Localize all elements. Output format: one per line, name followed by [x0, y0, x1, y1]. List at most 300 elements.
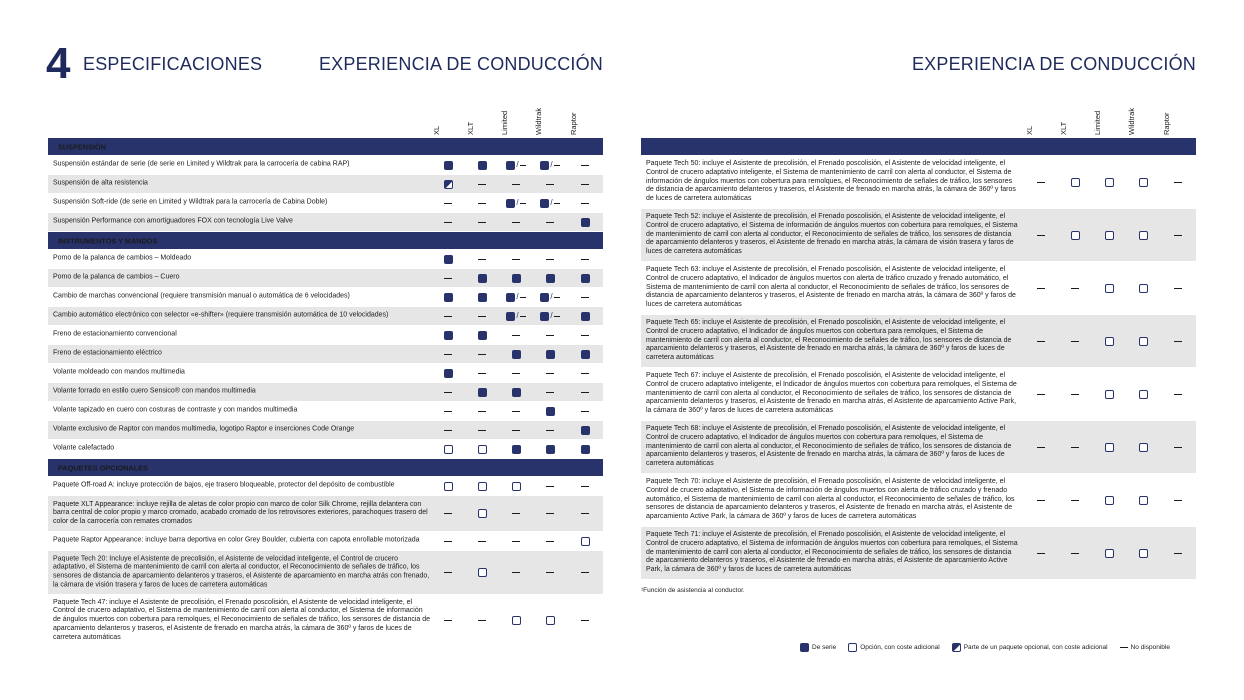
dash-icon: [546, 259, 554, 260]
row-label: Volante calefactado: [53, 444, 115, 452]
filled-square-icon: [546, 350, 555, 359]
availability-cell: [499, 160, 533, 170]
table-row: [48, 345, 603, 364]
availability-cell: [1161, 336, 1195, 346]
dash-icon: [1037, 235, 1045, 236]
availability-cell: [568, 179, 602, 189]
availability-cell: [431, 509, 465, 519]
availability-cell: [568, 481, 602, 491]
row-label: Volante moldeado con mandos multimedia: [53, 368, 185, 376]
availability-cell: [1092, 495, 1126, 505]
dash-icon: [581, 486, 589, 487]
empty-square-icon: [1105, 284, 1114, 293]
availability-cell: [568, 160, 602, 170]
empty-square-icon: [1105, 443, 1114, 452]
table-row: [641, 209, 1196, 262]
availability-cell: [499, 616, 533, 626]
table-row: [48, 288, 603, 307]
dash-icon: [444, 203, 452, 204]
empty-square-icon: [1071, 178, 1080, 187]
availability-cell: [499, 330, 533, 340]
table-row: [48, 326, 603, 345]
availability-cell: [1024, 283, 1058, 293]
availability-cell: [1058, 548, 1092, 558]
availability-cell: [431, 616, 465, 626]
legend-unavailable: [1120, 644, 1170, 651]
dash-icon: [1174, 553, 1182, 554]
table-body: [641, 138, 1196, 580]
availability-cell: [1092, 177, 1126, 187]
dash-icon: [1037, 553, 1045, 554]
availability-cell: [568, 349, 602, 359]
dash-icon: [546, 572, 554, 573]
availability-cell: [1058, 389, 1092, 399]
empty-square-icon: [1105, 337, 1114, 346]
dash-icon: [512, 430, 520, 431]
partial-square-icon: [952, 643, 961, 652]
availability-cell: [499, 292, 533, 302]
availability-cell: [431, 444, 465, 454]
dash-icon: [546, 392, 554, 393]
availability-cell: [499, 311, 533, 321]
filled-square-icon: [478, 274, 487, 283]
table-row: [48, 595, 603, 647]
availability-cell: [568, 568, 602, 578]
row-label: Paquete Tech 70: incluye el Asistente de precolisión, el Frenado poscolisión, el Asistente de velocidad inteligente, el Control de crucero adaptativo, el Sistema de información de ángulos muertos con alerta de tráfico cruzado y frenado automático, el Sistema de mantenimiento de carril con alerta al conductor, el Reconocimiento de señales de tráfico, los sensores de distancia de aparcamiento delanteros y traseros, el Asistente de frenado en marcha atrás, el Asistente de aparcamiento Active Park, la cámara de 360º y faros de luces de carretera automáticas: [646, 478, 1015, 521]
table-row: [48, 269, 603, 288]
row-label: Paquete Off-road A: incluye protección de bajos, eje trasero bloqueable, protector del depósito de combustible: [53, 481, 395, 489]
dash-icon: [546, 513, 554, 514]
availability-cell: [568, 254, 602, 264]
filled-or-unavailable-icon: /: [506, 161, 525, 170]
column-header: [1161, 101, 1195, 135]
column-headers: [48, 100, 603, 138]
empty-square-icon: [512, 616, 521, 625]
availability-cell: [1024, 495, 1058, 505]
availability-cell: [465, 444, 499, 454]
dash-icon: [581, 184, 589, 185]
dash-icon: [1071, 288, 1079, 289]
filled-square-icon: [800, 643, 809, 652]
dash-icon: [546, 335, 554, 336]
section-header: [48, 138, 603, 156]
availability-cell: [499, 509, 533, 519]
dash-icon: [1071, 553, 1079, 554]
row-label: Paquete Tech 71: incluye el Asistente de precolisión, el Frenado poscolisión, el Asistente de velocidad inteligente, el Control de crucero adaptativo, el Sistema de información de ángulos muertos con cobertura para remolques, el Sistema de mantenimiento de carril con alerta al conductor, el Reconocimiento de señales de tráfico, los sensores de distancia de aparcamiento delanteros y traseros, el Asistente de frenado en marcha atrás, el Asistente de aparcamiento Active Park, la cámara de 360º y faros de luces de carretera automáticas: [646, 531, 1018, 574]
dash-icon: [444, 430, 452, 431]
dash-icon: [478, 541, 486, 542]
row-label: Cambio de marchas convencional (requiere transmisión manual o automática de 6 velocidades): [53, 292, 350, 300]
availability-cell: [465, 568, 499, 578]
dash-icon: [581, 203, 589, 204]
dash-icon: [444, 392, 452, 393]
column-header: [1092, 101, 1126, 135]
row-label: Suspensión Performance con amortiguadores FOX con tecnología Live Valve: [53, 217, 293, 225]
availability-cell: [465, 349, 499, 359]
filled-square-icon: [581, 218, 590, 227]
row-label: Suspensión de alta resistencia: [53, 179, 148, 187]
row-label: Paquete Raptor Appearance: incluye barra deportiva en color Grey Boulder, cubierta con capota enrollable motorizada: [53, 536, 420, 544]
table-row: [641, 527, 1196, 580]
row-label: Paquete Tech 52: incluye el Asistente de precolisión, el Frenado poscolisión, el Asistente de velocidad inteligente, el Control de crucero adaptativo, el Sistema de información de ángulos muertos con cobertura para remolques, el Sistema de mantenimiento de carril con alerta al conductor, el Reconocimiento de señales de tráfico, los sensores de distancia de aparcamiento delanteros y traseros, el Asistente de frenado en marcha atrás, la cámara de visión trasera y faros de luces de carretera automáticas: [646, 213, 1018, 256]
table-row: [641, 368, 1196, 421]
dash-icon: [1120, 647, 1128, 648]
dash-icon: [444, 316, 452, 317]
availability-cell: [1126, 389, 1160, 399]
table-row: [48, 250, 603, 269]
availability-cell: [1092, 283, 1126, 293]
dash-icon: [1174, 182, 1182, 183]
filled-or-unavailable-icon: /: [540, 161, 559, 170]
availability-cell: [431, 536, 465, 546]
dash-icon: [1037, 447, 1045, 448]
availability-cell: [568, 536, 602, 546]
dash-icon: [581, 392, 589, 393]
empty-square-icon: [1105, 549, 1114, 558]
empty-square-icon: [1139, 231, 1148, 240]
availability-cell: [533, 387, 567, 397]
section-title: SUSPENSIÓN: [58, 141, 106, 151]
dash-icon: [1037, 341, 1045, 342]
column-header-label: XLT: [466, 121, 475, 135]
table-row: [48, 383, 603, 402]
availability-cell: [1092, 389, 1126, 399]
availability-cell: [431, 349, 465, 359]
availability-cell: [465, 198, 499, 208]
availability-cell: [533, 406, 567, 416]
dash-icon: [478, 430, 486, 431]
left-spec-table: [48, 100, 603, 647]
row-label: Volante tapizado en cuero con costuras de contraste y con mandos multimedia: [53, 406, 298, 414]
availability-cell: [431, 368, 465, 378]
availability-cell: [1161, 283, 1195, 293]
empty-square-icon: [444, 482, 453, 491]
section-title: PAQUETES OPCIONALES: [58, 462, 148, 472]
empty-square-icon: [1139, 390, 1148, 399]
availability-cell: [1058, 230, 1092, 240]
availability-cell: [1024, 548, 1058, 558]
column-header-label: Raptor: [1162, 112, 1171, 135]
availability-cell: [1161, 230, 1195, 240]
availability-cell: [1161, 495, 1195, 505]
empty-square-icon: [1105, 178, 1114, 187]
dash-icon: [1071, 394, 1079, 395]
legend-label: De serie: [812, 644, 837, 651]
empty-square-icon: [478, 482, 487, 491]
availability-cell: [1024, 230, 1058, 240]
availability-cell: [499, 481, 533, 491]
filled-or-unavailable-icon: /: [506, 293, 525, 302]
availability-cell: [568, 292, 602, 302]
column-header-label: XL: [432, 125, 441, 135]
row-label: Freno de estacionamiento eléctrico: [53, 349, 162, 357]
availability-cell: [533, 616, 567, 626]
dash-icon: [1071, 341, 1079, 342]
availability-cell: [465, 273, 499, 283]
availability-cell: [533, 568, 567, 578]
table-row: [48, 307, 603, 326]
dash-icon: [581, 572, 589, 573]
availability-cell: [1058, 336, 1092, 346]
legend-optional: [848, 643, 940, 652]
availability-cell: [465, 179, 499, 189]
row-label: Freno de estacionamiento convencional: [53, 330, 177, 338]
row-label: Paquete Tech 50: incluye el Asistente de precolisión, el Frenado poscolisión, el Asistente de velocidad inteligente, el Control de crucero adaptativo inteligente, el Sistema de mantenimiento de carril con alerta al conductor, el Sistema de información de ángulos muertos con cobertura para remolques, el Reconocimiento de señales de tráfico, los sensores de distancia de aparcamiento delanteros y traseros, el Asistente de frenado en marcha atrás, la cámara de 360º y faros de luces de carretera automáticas: [646, 160, 1016, 203]
empty-square-icon: [478, 568, 487, 577]
dash-icon: [581, 297, 589, 298]
legend-package: [952, 643, 1108, 652]
availability-cell: [1058, 442, 1092, 452]
availability-cell: [465, 160, 499, 170]
availability-cell: [1126, 283, 1160, 293]
availability-cell: [465, 616, 499, 626]
row-label: Suspensión Soft-ride (de serie en Limited y Wildtrak para la carrocería de Cabina Doble): [53, 198, 328, 206]
availability-cell: [465, 425, 499, 435]
availability-cell: [568, 311, 602, 321]
column-header: [533, 101, 567, 135]
dash-icon: [581, 373, 589, 374]
availability-cell: [1161, 177, 1195, 187]
dash-icon: [1037, 394, 1045, 395]
filled-square-icon: [478, 331, 487, 340]
empty-square-icon: [1139, 496, 1148, 505]
footnote: ¹Función de asistencia al conductor.: [641, 587, 745, 594]
table-row: [641, 421, 1196, 474]
availability-cell: [568, 273, 602, 283]
column-header: [568, 101, 602, 135]
availability-cell: [533, 509, 567, 519]
row-label: Cambio automático electrónico con selector «e-shifter» (requiere transmisión automática de 10 velocidades): [53, 311, 389, 319]
filled-or-unavailable-icon: /: [540, 293, 559, 302]
partial-square-icon: [444, 180, 453, 189]
table-row: [641, 315, 1196, 368]
availability-cell: [568, 368, 602, 378]
dash-icon: [581, 335, 589, 336]
availability-cell: [465, 311, 499, 321]
filled-square-icon: [581, 274, 590, 283]
dash-icon: [478, 411, 486, 412]
dash-icon: [1174, 288, 1182, 289]
filled-square-icon: [546, 445, 555, 454]
availability-cell: [431, 217, 465, 227]
dash-icon: [512, 411, 520, 412]
availability-cell: [431, 406, 465, 416]
table-row: [48, 532, 603, 551]
availability-cell: [1024, 389, 1058, 399]
availability-cell: [568, 425, 602, 435]
legend-label: Opción, con coste adicional: [860, 644, 940, 651]
dash-icon: [1037, 182, 1045, 183]
column-header-label: XLT: [1059, 121, 1068, 135]
dash-icon: [1037, 500, 1045, 501]
availability-cell: [1161, 389, 1195, 399]
availability-cell: [568, 444, 602, 454]
availability-cell: [533, 217, 567, 227]
availability-cell: [499, 387, 533, 397]
empty-square-icon: [478, 445, 487, 454]
filled-square-icon: [581, 445, 590, 454]
availability-cell: [568, 198, 602, 208]
dash-icon: [444, 572, 452, 573]
empty-square-icon: [1139, 549, 1148, 558]
availability-cell: [499, 179, 533, 189]
availability-cell: [533, 368, 567, 378]
availability-cell: [533, 311, 567, 321]
filled-or-unavailable-icon: /: [506, 312, 525, 321]
filled-square-icon: [512, 388, 521, 397]
availability-cell: [499, 368, 533, 378]
availability-cell: [568, 616, 602, 626]
dash-icon: [581, 165, 589, 166]
filled-square-icon: [444, 161, 453, 170]
dash-icon: [546, 184, 554, 185]
column-header: [499, 101, 533, 135]
availability-cell: [431, 179, 465, 189]
table-row: [48, 440, 603, 459]
left-page-title: EXPERIENCIA DE CONDUCCIÓN: [318, 54, 603, 74]
dash-icon: [581, 411, 589, 412]
column-header-label: Limited: [500, 110, 509, 135]
filled-square-icon: [546, 274, 555, 283]
availability-cell: [431, 481, 465, 491]
empty-square-icon: [1139, 284, 1148, 293]
dash-icon: [1174, 447, 1182, 448]
availability-cell: [533, 254, 567, 264]
column-header-label: Raptor: [569, 112, 578, 135]
availability-cell: [465, 368, 499, 378]
availability-cell: [465, 406, 499, 416]
availability-cell: [465, 536, 499, 546]
chapter-title: ESPECIFICACIONES: [83, 54, 263, 74]
availability-cell: [1126, 230, 1160, 240]
filled-square-icon: [444, 369, 453, 378]
column-header-label: Limited: [1093, 110, 1102, 135]
availability-cell: [499, 425, 533, 435]
availability-cell: [1126, 495, 1160, 505]
availability-cell: [568, 217, 602, 227]
table-row: [641, 156, 1196, 209]
availability-cell: [431, 311, 465, 321]
right-page-title: EXPERIENCIA DE CONDUCCIÓN: [911, 54, 1196, 74]
dash-icon: [1174, 235, 1182, 236]
availability-cell: [568, 509, 602, 519]
filled-square-icon: [581, 312, 590, 321]
row-label: Pomo de la palanca de cambios – Moldeado: [53, 254, 192, 262]
table-row: [48, 213, 603, 232]
column-header-label: Wildtrak: [1127, 107, 1136, 135]
dash-icon: [512, 572, 520, 573]
column-header: [431, 101, 465, 135]
availability-cell: [533, 349, 567, 359]
availability-cell: [431, 198, 465, 208]
empty-square-icon: [1071, 231, 1080, 240]
availability-cell: [533, 292, 567, 302]
dash-icon: [478, 184, 486, 185]
row-label: Paquete Tech 63: incluye el Asistente de precolisión, el Frenado poscolisión, el Asistente de velocidad inteligente, el Control de crucero adaptativo, el Indicador de ángulos muertos con alerta de tráfico cruzado y frenado automático, el Sistema de mantenimiento de carril con alerta al conductor, el Reconocimiento de señales de tráfico, los sensores de distancia de aparcamiento delanteros y traseros, el Asistente de frenado en marcha atrás, la cámara de 360º y faros de luces de carretera automáticas: [646, 266, 1016, 309]
availability-cell: [499, 198, 533, 208]
availability-cell: [465, 292, 499, 302]
availability-cell: [1126, 548, 1160, 558]
availability-cell: [533, 198, 567, 208]
column-header-label: Wildtrak: [534, 107, 543, 135]
empty-square-icon: [1105, 390, 1114, 399]
dash-icon: [512, 259, 520, 260]
availability-cell: [533, 444, 567, 454]
availability-cell: [533, 536, 567, 546]
dash-icon: [512, 335, 520, 336]
filled-square-icon: [512, 350, 521, 359]
filled-square-icon: [444, 255, 453, 264]
empty-square-icon: [1139, 178, 1148, 187]
filled-square-icon: [581, 426, 590, 435]
dash-icon: [1071, 447, 1079, 448]
table-body: [48, 138, 603, 647]
empty-square-icon: [512, 482, 521, 491]
filled-square-icon: [444, 293, 453, 302]
dash-icon: [512, 222, 520, 223]
dash-icon: [546, 541, 554, 542]
empty-square-icon: [478, 509, 487, 518]
filled-square-icon: [478, 293, 487, 302]
availability-cell: [533, 160, 567, 170]
availability-cell: [568, 330, 602, 340]
row-label: Volante forrado en estilo cuero Sensico® con mandos multimedia: [53, 387, 256, 395]
empty-square-icon: [1105, 496, 1114, 505]
table-row: [48, 551, 603, 595]
availability-cell: [533, 425, 567, 435]
row-label: Paquete Tech 47: incluye el Asistente de precolisión, el Frenado poscolisión, el Asistente de velocidad inteligente, el Control de crucero adaptativo, el Sistema de mantenimiento de carril con alerta al conductor, el Sistema de información de ángulos muertos con cobertura para remolques, el Reconocimiento de señales de tráfico, los sensores de distancia de aparcamiento delanteros y traseros, el Asistente de frenado en marcha atrás, la cámara de 360º y faros de luces de carretera automáticas: [53, 598, 431, 641]
availability-cell: [499, 536, 533, 546]
availability-cell: [431, 273, 465, 283]
availability-cell: [465, 330, 499, 340]
availability-cell: [465, 254, 499, 264]
dash-icon: [1071, 500, 1079, 501]
row-label: Paquete Tech 68: incluye el Asistente de precolisión, el Frenado poscolisión, el Asistente de velocidad inteligente, el Control de crucero adaptativo, el Indicador de ángulos muertos con cobertura para remolques, el Sistema de mantenimiento de carril con alerta al conductor, el Reconocimiento de señales de tráfico, los sensores de distancia de aparcamiento delanteros y traseros, el Asistente de frenado en marcha atrás, la cámara de 360º y faros de luces de carretera automáticas: [646, 425, 1012, 468]
availability-cell: [1092, 548, 1126, 558]
dash-icon: [444, 222, 452, 223]
availability-cell: [568, 406, 602, 416]
availability-cell: [1058, 283, 1092, 293]
dash-icon: [1174, 394, 1182, 395]
right-spec-table: [641, 100, 1196, 580]
availability-cell: [533, 179, 567, 189]
availability-cell: [568, 387, 602, 397]
filled-square-icon: [512, 274, 521, 283]
row-label: Pomo de la palanca de cambios – Cuero: [53, 273, 180, 281]
availability-cell: [1092, 442, 1126, 452]
dash-icon: [546, 222, 554, 223]
legend: [800, 643, 1170, 652]
table-row: [48, 175, 603, 194]
row-label: Volante exclusivo de Raptor con mandos multimedia, logotipo Raptor e inserciones Code Orange: [53, 425, 355, 433]
availability-cell: [1092, 336, 1126, 346]
filled-square-icon: [581, 350, 590, 359]
filled-or-unavailable-icon: /: [540, 199, 559, 208]
availability-cell: [1126, 336, 1160, 346]
dash-icon: [1174, 341, 1182, 342]
section-header: [48, 459, 603, 477]
availability-cell: [431, 387, 465, 397]
table-row: [48, 477, 603, 496]
filled-square-icon: [478, 161, 487, 170]
table-row: [48, 156, 603, 175]
dash-icon: [478, 316, 486, 317]
availability-cell: [533, 273, 567, 283]
empty-square-icon: [1139, 443, 1148, 452]
column-header: [1126, 101, 1160, 135]
availability-cell: [1126, 177, 1160, 187]
dash-icon: [444, 354, 452, 355]
